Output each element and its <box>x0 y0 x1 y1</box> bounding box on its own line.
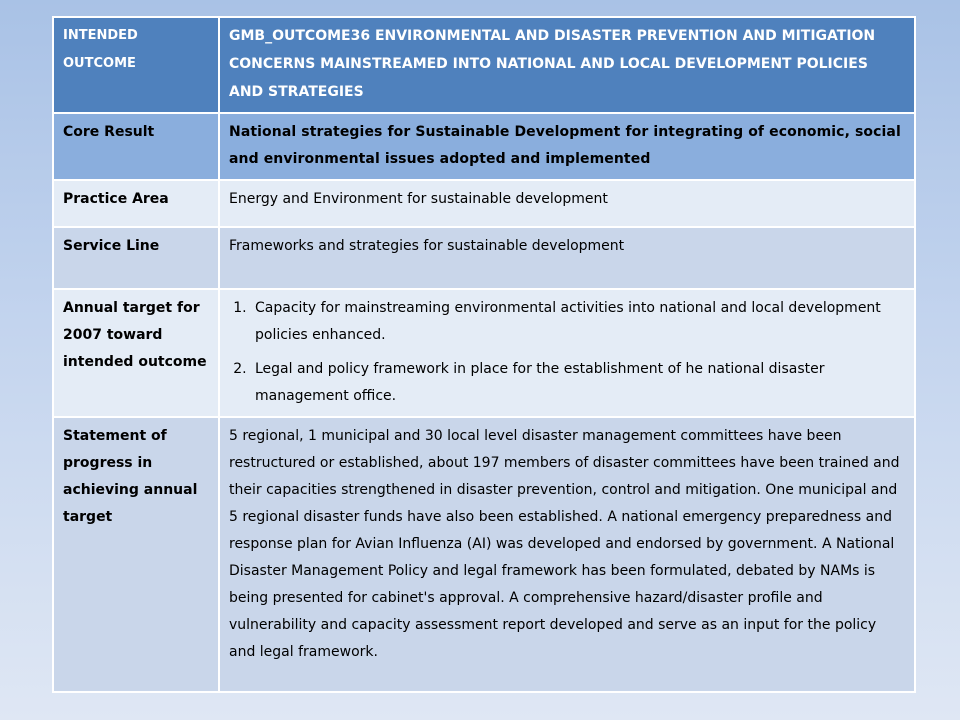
statement-of-progress-value: 5 regional, 1 municipal and 30 local level disaster management committees have been restructured or established, about 197 members of disaster committees have been trained and their capacities strengthened in disaster prevention, control and mitigation. One municipal and 5 regional disaster funds have also been established. A national emergency preparedness and response plan for Avian Influenza (AI) was developed and endorsed by government. A National Disaster Management Policy and legal framework has been formulated, debated by NAMs is being presented for cabinet's approval. A comprehensive hazard/disaster profile and vulnerability and capacity assessment report developed and serve as an input for the policy and legal framework. <box>219 417 915 692</box>
annual-target-label: Annual target for 2007 toward intended outcome <box>53 289 219 417</box>
core-result-row <box>53 113 915 180</box>
annual-target-item: 1. Capacity for mainstreaming environmental activities into national and local development policies enhanced. <box>251 295 905 349</box>
service-line-label: Service Line <box>53 227 219 289</box>
practice-area-value: Energy and Environment for sustainable development <box>219 180 915 227</box>
outcome-table <box>52 16 916 693</box>
practice-area-label: Practice Area <box>53 180 219 227</box>
annual-target-list <box>229 295 905 410</box>
statement-of-progress-row <box>53 417 915 692</box>
annual-target-row <box>53 289 915 417</box>
annual-target-value <box>219 289 915 417</box>
core-result-value: National strategies for Sustainable Development for integrating of economic, social and environmental issues adopted and implemented <box>219 113 915 180</box>
service-line-row <box>53 227 915 289</box>
annual-target-item: 2. Legal and policy framework in place for the establishment of he national disaster management office. <box>251 356 905 410</box>
intended-outcome-value: GMB_OUTCOME36 ENVIRONMENTAL AND DISASTER PREVENTION AND MITIGATION CONCERNS MAINSTREAMED INTO NATIONAL AND LOCAL DEVELOPMENT POLICIES AND STRATEGIES <box>219 17 915 113</box>
statement-of-progress-label: Statement of progress in achieving annual target <box>53 417 219 692</box>
intended-outcome-label: INTENDED OUTCOME <box>53 17 219 113</box>
core-result-label: Core Result <box>53 113 219 180</box>
practice-area-row <box>53 180 915 227</box>
intended-outcome-row <box>53 17 915 113</box>
service-line-value: Frameworks and strategies for sustainable development <box>219 227 915 289</box>
